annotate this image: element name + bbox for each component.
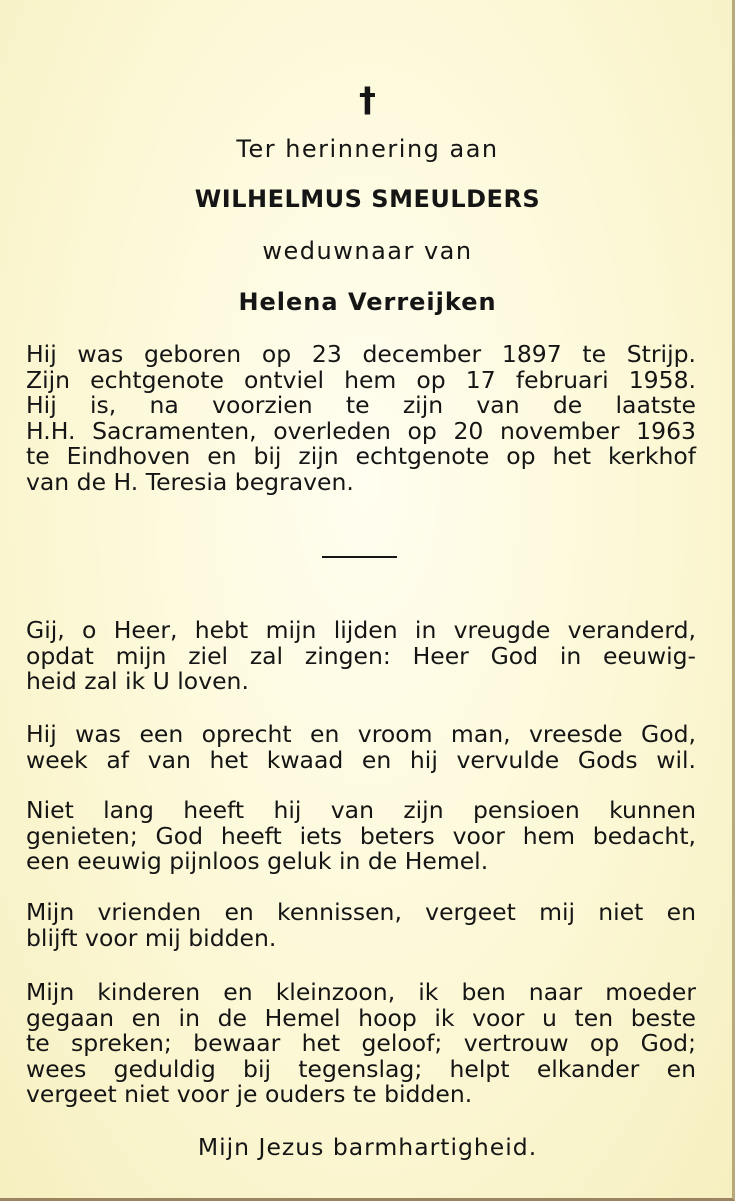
deceased-name: WILHELMUS SMEULDERS (194, 185, 541, 213)
prayer-line: Mijn kinderen en kleinzoon, ik ben naar moeder (26, 978, 696, 1006)
prayer-line: vergeet niet voor je ouders te bidden. (26, 1080, 473, 1108)
biography-paragraph (26, 342, 696, 495)
prayer-line: opdat mijn ziel zal zingen: Heer God in eeuwig- (26, 641, 696, 670)
divider (322, 556, 397, 558)
prayer-line: Hij was een oprecht en vroom man, vreesde God, (26, 720, 696, 748)
prayer-line: te spreken; bewaar het geloof; vertrouw op God; (26, 1029, 696, 1057)
cross-icon: † (359, 80, 376, 120)
prayer-line: een eeuwig pijnloos geluk in de Hemel. (26, 847, 489, 875)
prayer-line: Niet lang heeft hij van zijn pensioen kunnen (26, 796, 696, 824)
prayer-paragraph (26, 798, 696, 875)
biography-line: Hij was geboren op 23 december 1897 te Strijp. (26, 340, 696, 368)
prayer-line: genieten; God heeft iets beters voor hem bedacht, (26, 821, 696, 850)
biography-line: H.H. Sacramenten, overleden op 20 november 1963 (26, 416, 696, 445)
prayer-line: week af van het kwaad en hij vervulde Gods wil. (26, 745, 696, 774)
prayer-line: gegaan en in de Hemel hoop ik voor u ten beste (26, 1003, 696, 1032)
closing-prayer: Mijn Jezus barmhartigheid. (197, 1133, 538, 1161)
spouse-name: Helena Verreijken (238, 288, 497, 316)
prayer-line: wees geduldig bij tegenslag; helpt elkander en (26, 1054, 696, 1083)
prayer-line: blijft voor mij bidden. (26, 923, 277, 952)
prayer-line: heid zal ik U loven. (26, 667, 249, 695)
prayer-line: Mijn vrienden en kennissen, vergeet mij niet en (26, 898, 696, 926)
relation-text: weduwnaar van (262, 237, 473, 265)
intro-text: Ter herinnering aan (236, 135, 499, 163)
biography-line: te Eindhoven en bij zijn echtgenote op het kerkhof (26, 442, 696, 470)
prayer-paragraph (26, 980, 696, 1108)
biography-line: van de H. Teresia begraven. (26, 467, 354, 496)
biography-line: Hij is, na voorzien te zijn van de laatste (26, 391, 696, 419)
prayer-paragraph (26, 722, 696, 773)
prayer-paragraph (26, 618, 696, 695)
prayer-line: Gij, o Heer, hebt mijn lijden in vreugde veranderd, (26, 616, 696, 644)
biography-line: Zijn echtgenote ontviel hem op 17 februari 1958. (26, 365, 696, 394)
prayer-paragraph (26, 900, 696, 951)
